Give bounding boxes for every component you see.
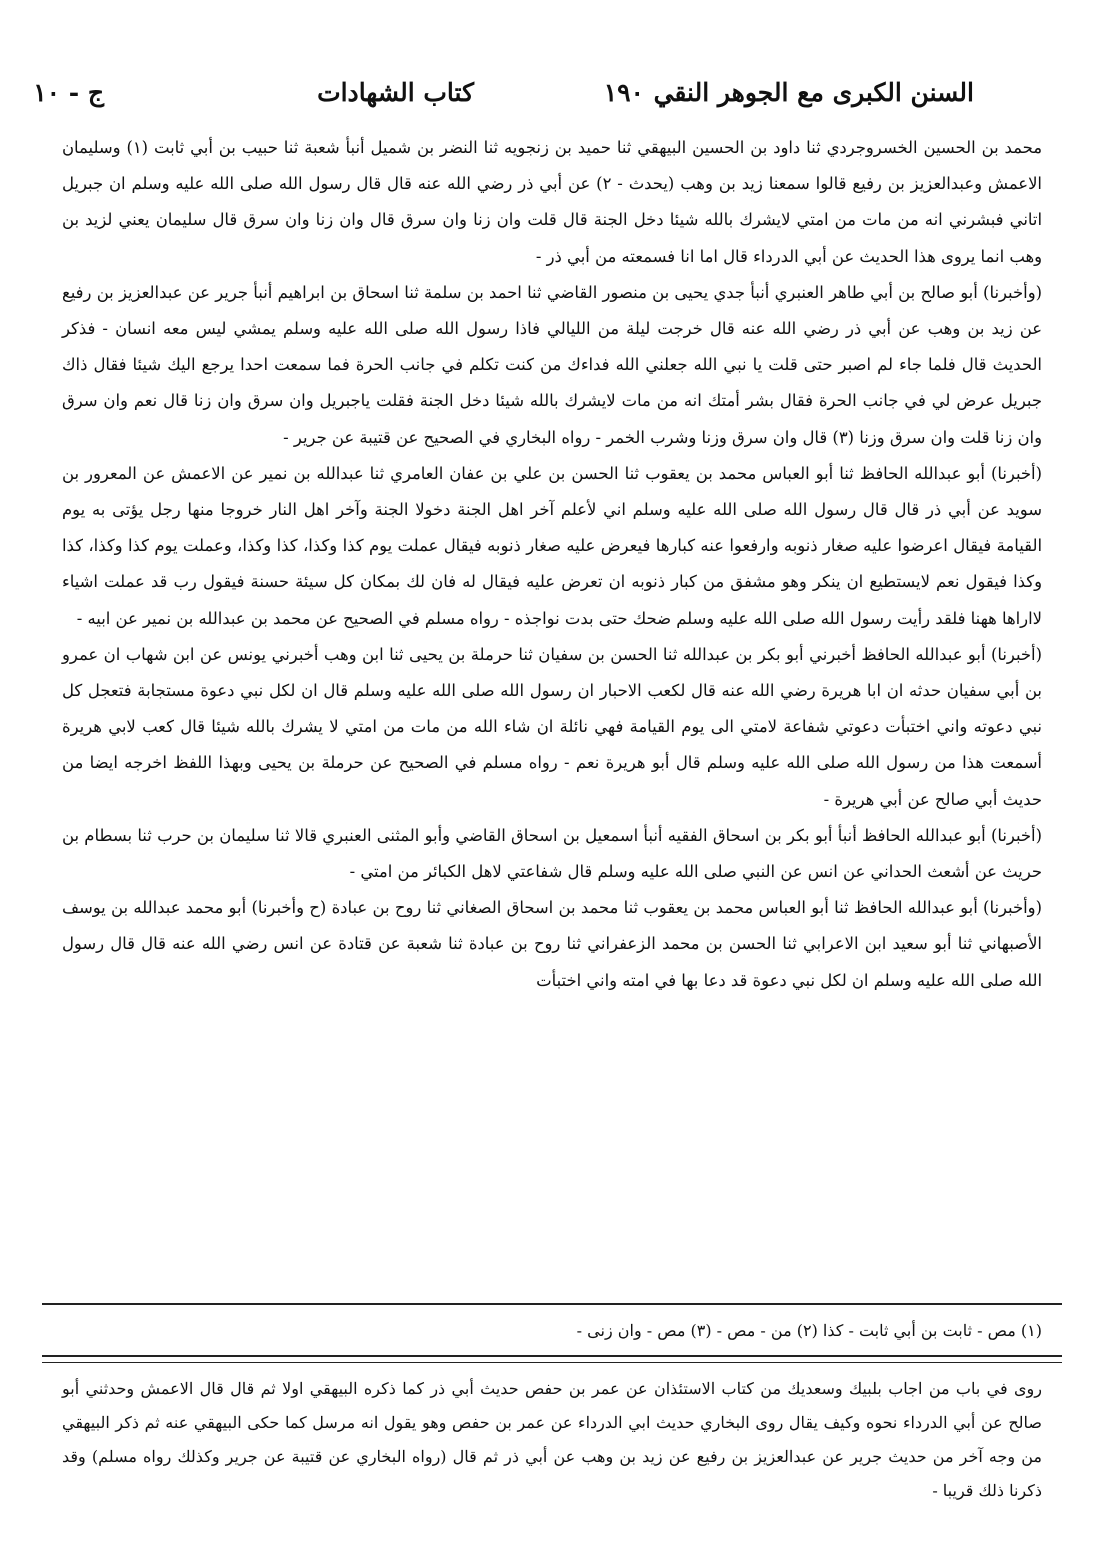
footnote-divider — [42, 1303, 1062, 1305]
page-header — [33, 78, 974, 122]
commentary-divider — [42, 1355, 1062, 1357]
volume-number: ج - ١٠ — [33, 78, 104, 107]
main-text — [62, 130, 1042, 999]
paragraph: (أخبرنا) أبو عبدالله الحافظ أنبأ أبو بكر بن اسحاق الفقيه أنبأ اسمعيل بن اسحاق القاضي وأبو المثنى العنبري قالا ثنا سليمان بن حرب ثنا بسطام بن حريث عن أشعث الحداني عن انس عن النبي صلى الله عليه وسلم قال شفاعتي لاهل الكبائر من امتي - — [62, 825, 1042, 882]
paragraph: محمد بن الحسين الخسروجردي ثنا داود بن الحسين البيهقي ثنا حميد بن زنجويه ثنا النضر بن شميل أنبأ شعبة ثنا حبيب بن أبي ثابت (١) وسليمان الاعمش وعبدالعزيز بن رفيع قالوا سمعنا زيد بن وهب (يحدث - ٢) عن أبي ذر رضي الله عنه قال قال رسول الله صلى الله عليه وسلم ان جبريل اتاني فبشرني انه من مات من امتي لايشرك بالله شيئا دخل الجنة قال قلت وان زنا وان سرق قال وان زنا وان سرق قال سليمان يعني لزيد بن وهب انما يروى هذا الحديث عن أبي الدرداء قال اما انا فسمعته من أبي ذر - — [62, 138, 1042, 266]
commentary-text — [62, 1372, 1042, 1508]
page-number: ١٩٠ — [603, 78, 644, 107]
book-title: كتاب الشهادات — [317, 78, 474, 107]
paragraph: (أخبرنا) أبو عبدالله الحافظ ثنا أبو العباس محمد بن يعقوب ثنا الحسن بن علي بن عفان العامري ثنا عبدالله بن نمير عن الاعمش عن المعرور بن سويد عن أبي ذر قال قال رسول الله صلى الله عليه وسلم اني لأعلم آخر اهل الجنة دخولا الجنة وآخر اهل النار خروجا منها رجل يؤتى به يوم القيامة فيقال اعرضوا عليه صغار ذنوبه وارفعوا عنه كبارها فيعرض عليه صغار ذنوبه فيقال عملت يوم كذا وكذا، كذا وكذا، وعملت يوم كذا وكذا، كذا وكذا فيقول نعم لايستطيع ان ينكر وهو مشفق من كبار ذنوبه ان تعرض عليه فيقال له فان لك بمكان كل سيئة حسنة فيقول رب قد عملت اشياء لااراها ههنا فلقد رأيت رسول الله صلى الله عليه وسلم ضحك حتى بدت نواجذه - رواه مسلم في الصحيح عن محمد بن عبدالله بن نمير عن ابيه - — [62, 463, 1042, 628]
footnotes: (١) مص - ثابت بن أبي ثابت - كذا (٢) من - مص - (٣) مص - وان زنى - — [576, 1321, 1042, 1340]
paragraph: (وأخبرنا) أبو صالح بن أبي طاهر العنبري أنبأ جدي يحيى بن منصور القاضي ثنا احمد بن سلمة ثنا اسحاق بن ابراهيم أنبأ جرير عن عبدالعزيز بن رفيع عن زيد بن وهب عن أبي ذر رضي الله عنه قال خرجت ليلة من الليالي فاذا رسول الله صلى الله عليه وسلم يمشي ليس معه انسان - فذكر الحديث قال فلما جاء لم اصبر حتى قلت يا نبي الله جعلني الله فداءك من كنت تكلم في جانب الحرة فما سمعت احدا يرجع اليك شيئا فقال ذاك جبريل عرض لي في جانب الحرة فقال بشر أمتك انه من مات لايشرك بالله شيئا دخل الجنة فقلت ياجبريل وان سرق وان زنا قال نعم وان سرق وان زنا قلت وان سرق وزنا (٣) قال وان سرق وزنا وشرب الخمر - رواه البخاري في الصحيح عن قتيبة عن جرير - — [62, 282, 1042, 447]
paragraph: (وأخبرنا) أبو عبدالله الحافظ ثنا أبو العباس محمد بن يعقوب ثنا محمد بن اسحاق الصغاني ثنا روح بن عبادة (ح وأخبرنا) أبو محمد عبدالله بن يوسف الأصبهاني ثنا أبو سعيد ابن الاعرابي ثنا الحسن بن محمد الزعفراني ثنا روح بن عبادة ثنا شعبة عن قتادة عن انس رضي الله عنه قال قال رسول الله صلى الله عليه وسلم ان لكل نبي دعوة قد دعا بها في امته واني اختبأت — [62, 898, 1042, 990]
running-title: السنن الكبرى مع الجوهر النقي — [653, 78, 974, 107]
paragraph: (أخبرنا) أبو عبدالله الحافظ أخبرني أبو بكر بن عبدالله ثنا الحسن بن سفيان ثنا حرملة بن يحيى ثنا ابن وهب أخبرني يونس عن ابن شهاب ان عمرو بن أبي سفيان حدثه ان ابا هريرة رضي الله عنه قال لكعب الاحبار ان رسول الله صلى الله عليه وسلم قال ان لكل نبي دعوة مستجابة فتعجل كل نبي دعوته واني اختبأت دعوتي شفاعة لامتي الى يوم القيامة فهي نائلة ان شاء الله من مات من امتي لا يشرك بالله شيئا قال كعب لابي هريرة أسمعت هذا من رسول الله صلى الله عليه وسلم قال أبو هريرة نعم - رواه مسلم في الصحيح عن حرملة بن يحيى وبهذا اللفظ اخرجه ايضا من حديث أبي صالح عن أبي هريرة - — [62, 644, 1042, 809]
commentary-paragraph: روى في باب من اجاب بلبيك وسعديك من كتاب الاستئذان عن عمر بن حفص حديث أبي ذر كما ذكره البيهقي اولا ثم قال قال الاعمش وحدثني أبو صالح عن أبي الدرداء نحوه وكيف يقال روى البخاري حديث ابي الدرداء عن عمر بن حفص وهو يقول انه مرسل كما حكى البيهقي عنه ثم ذكر البيهقي من وجه آخر من حديث جرير عن عبدالعزيز بن رفيع عن زيد بن وهب عن أبي ذر ثم قال (رواه البخاري عن قتيبة عن جرير وكذلك رواه مسلم) وقد ذكرنا ذلك قريبا - — [62, 1379, 1042, 1500]
commentary-divider-thin — [42, 1362, 1062, 1363]
